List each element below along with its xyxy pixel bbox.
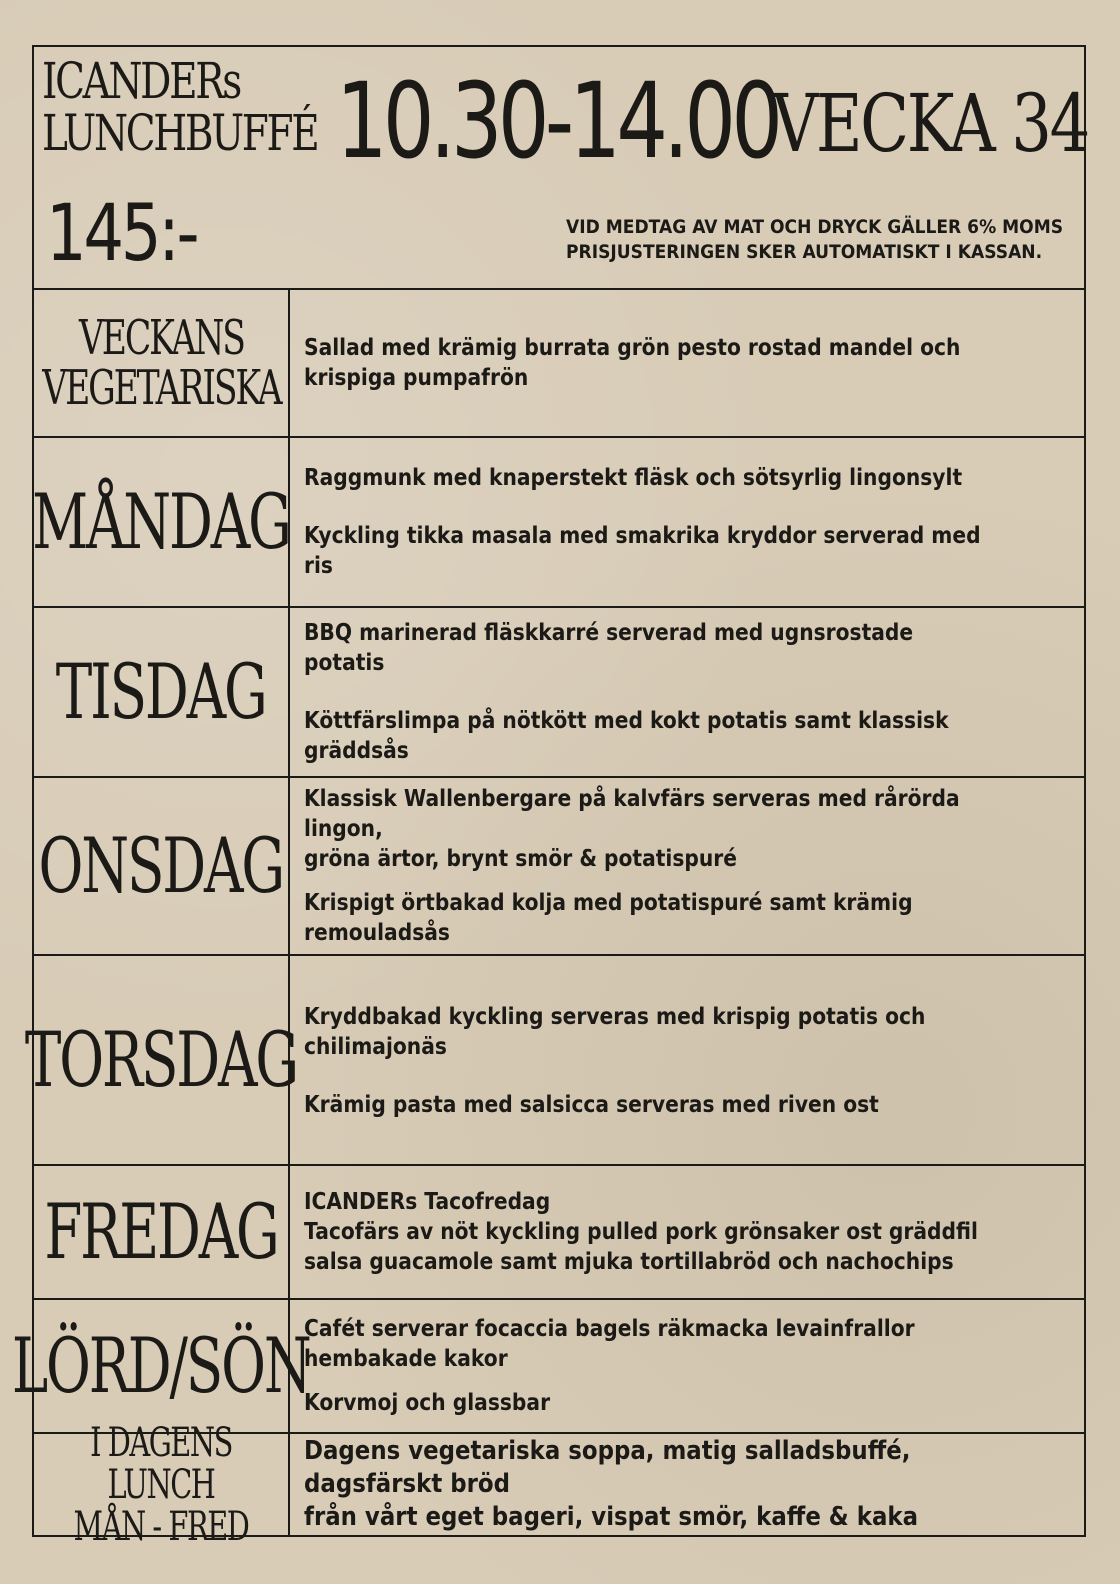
dish-item: Cafét serverar focaccia bagels räkmacka levainfrallor hembakade kakor [304,1316,915,1372]
dish-list [304,778,1094,954]
day-cell [34,608,290,776]
opening-hours: 10.30-14.00 [336,60,779,182]
day-label-thursday: TORSDAG [24,1015,298,1104]
brand-title [42,52,318,162]
day-cell [12,1300,310,1432]
dish-item: Krämig pasta med salsicca serveras med riven ost [304,1092,879,1118]
brand-name: ICANDERs [42,52,240,110]
day-cell [34,438,290,606]
day-cell [24,956,298,1164]
dish-item: Raggmunk med knaperstekt fläsk och sötsyrlig lingonsylt [304,465,963,491]
dish-item: ICANDERs Tacofredag [304,1189,551,1215]
dish-list [304,956,1094,1164]
dish-list [304,1434,1094,1535]
day-cell [34,1166,290,1298]
dish-item: Klassisk Wallenbergare på kalvfärs serveras med rårörda lingon, gröna ärtor, brynt smör & potatispuré [304,786,960,872]
dish-item: Dagens vegetariska soppa, matig salladsbuffé, dagsfärskt bröd från vårt eget bageri, vispat smör, kaffe & kaka [304,1436,919,1532]
day-label-vegetarian: VECKANS VEGETARISKA [41,310,281,416]
dish-list [304,438,1094,606]
menu-frame [12,45,1088,1550]
week-number: VECKA 34 [772,77,1088,170]
dish-item: Köttfärslimpa på nötkött med kokt potatis samt klassisk gräddsås [304,708,949,764]
day-label-weekend: LÖRD/SÖN [12,1321,310,1410]
dish-item: Tacofärs av nöt kyckling pulled pork grönsaker ost gräddfil [304,1219,978,1245]
brand-subtitle: LUNCHBUFFÉ [42,104,318,162]
menu-row-vegetarian [34,290,1084,438]
menu-row-daily [34,1419,1084,1550]
dish-item: Krispigt örtbakad kolja med potatispuré samt krämig remouladsås [304,890,913,946]
vat-notice-line2: PRISJUSTERINGEN SKER AUTOMATISKT I KASSAN. [566,241,1043,263]
dish-list [304,290,1094,436]
menu-row-thursday [24,956,1084,1166]
dish-list [304,1166,1094,1298]
buffet-price: 145:- [46,189,197,279]
vat-notice [566,215,1063,265]
dish-item: Kyckling tikka masala med smakrika kryddor serverad med ris [304,523,981,579]
dish-item: Sallad med krämig burrata grön pesto rostad mandel och krispiga pumpafrön [304,335,961,391]
dish-item: Kryddbakad kyckling serveras med krispig potatis och chilimajonäs [304,1004,926,1060]
menu-row-friday [34,1166,1084,1300]
day-label-friday: FREDAG [44,1187,278,1276]
day-label-monday: MÅNDAG [32,477,290,566]
day-cell [34,1419,290,1550]
dish-list [304,608,1094,776]
dish-item: salsa guacamole samt mjuka tortillabröd och nachochips [304,1249,954,1275]
day-label-daily: I DAGENS LUNCH MÅN - FRED [73,1419,249,1550]
day-cell [34,778,290,954]
vat-notice-line1: VID MEDTAG AV MAT OCH DRYCK GÄLLER 6% MOMS [566,216,1064,238]
menu-row-wednesday [34,778,1084,956]
menu-row-monday [34,438,1084,608]
day-label-tuesday: TISDAG [56,647,266,736]
day-cell [34,290,290,436]
menu-header [34,47,1088,290]
menu-row-tuesday [34,608,1084,778]
menu-row-weekend [12,1300,1084,1434]
dish-list [304,1300,1094,1432]
dish-item: Korvmoj och glassbar [304,1390,551,1416]
dish-item: BBQ marinerad fläskkarré serverad med ugnsrostade potatis [304,620,914,676]
day-label-wednesday: ONSDAG [38,821,284,910]
